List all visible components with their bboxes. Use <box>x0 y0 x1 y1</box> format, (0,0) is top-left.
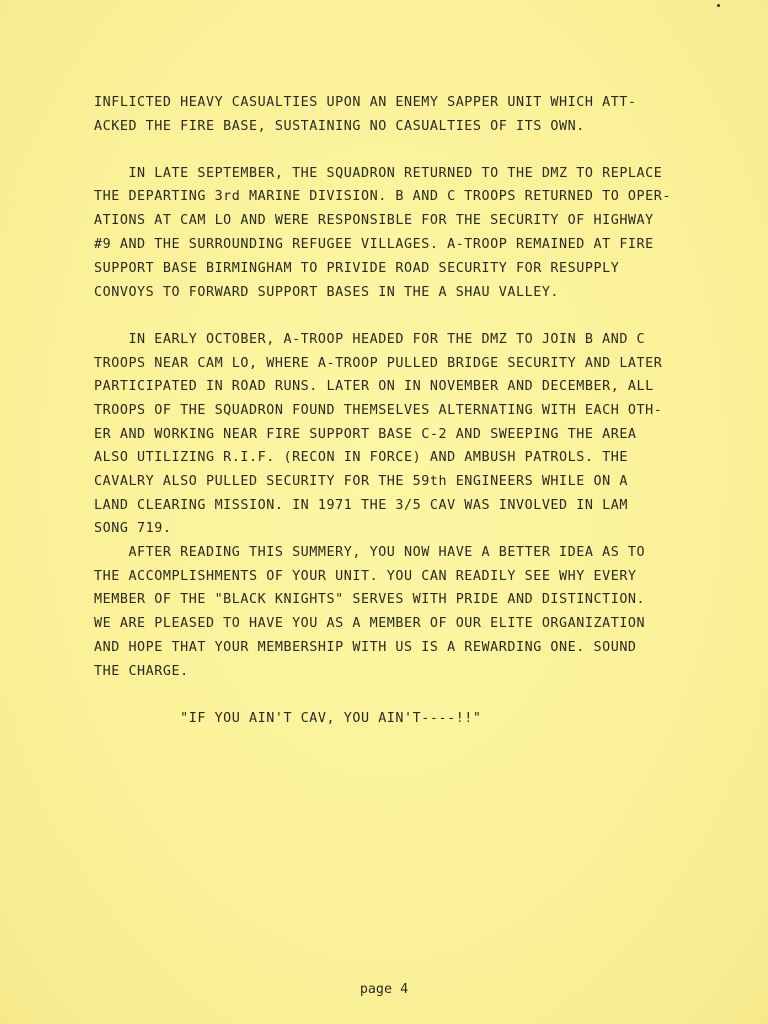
text-line: ALSO UTILIZING R.I.F. (RECON IN FORCE) AND AMBUSH PATROLS. THE <box>94 450 628 465</box>
text-line: ER AND WORKING NEAR FIRE SUPPORT BASE C-2 AND SWEEPING THE AREA <box>94 427 637 442</box>
text-line: CAVALRY ALSO PULLED SECURITY FOR THE 59th ENGINEERS WHILE ON A <box>94 474 628 489</box>
speck-mark <box>717 4 720 7</box>
text-line: TROOPS OF THE SQUADRON FOUND THEMSELVES ALTERNATING WITH EACH OTH- <box>94 403 663 418</box>
text-line: ATIONS AT CAM LO AND WERE RESPONSIBLE FOR THE SECURITY OF HIGHWAY <box>94 213 654 228</box>
text-line: IN LATE SEPTEMBER, THE SQUADRON RETURNED TO THE DMZ TO REPLACE <box>94 166 663 181</box>
text-line: SONG 719. <box>94 521 172 536</box>
text-line: LAND CLEARING MISSION. IN 1971 THE 3/5 CAV WAS INVOLVED IN LAM <box>94 498 628 513</box>
text-line: THE CHARGE. <box>94 664 189 679</box>
text-line: CONVOYS TO FORWARD SUPPORT BASES IN THE A SHAU VALLEY. <box>94 285 560 300</box>
text-line: AND HOPE THAT YOUR MEMBERSHIP WITH US IS A REWARDING ONE. SOUND <box>94 640 637 655</box>
text-line: THE ACCOMPLISHMENTS OF YOUR UNIT. YOU CAN READILY SEE WHY EVERY <box>94 569 637 584</box>
page-number: page 4 <box>359 982 409 997</box>
text-line: ACKED THE FIRE BASE, SUSTAINING NO CASUALTIES OF ITS OWN. <box>94 119 585 134</box>
text-line: IN EARLY OCTOBER, A-TROOP HEADED FOR THE DMZ TO JOIN B AND C <box>94 332 646 347</box>
text-line: AFTER READING THIS SUMMERY, YOU NOW HAVE A BETTER IDEA AS TO <box>94 545 646 560</box>
text-line: THE DEPARTING 3rd MARINE DIVISION. B AND C TROOPS RETURNED TO OPER- <box>94 189 671 204</box>
text-line: WE ARE PLEASED TO HAVE YOU AS A MEMBER OF OUR ELITE ORGANIZATION <box>94 616 646 631</box>
text-line: MEMBER OF THE "BLACK KNIGHTS" SERVES WITH PRIDE AND DISTINCTION. <box>94 592 646 607</box>
text-line: TROOPS NEAR CAM LO, WHERE A-TROOP PULLED BRIDGE SECURITY AND LATER <box>94 356 663 371</box>
text-line: PARTICIPATED IN ROAD RUNS. LATER ON IN NOVEMBER AND DECEMBER, ALL <box>94 379 654 394</box>
closing-quote: "IF YOU AIN'T CAV, YOU AIN'T----!!" <box>94 711 482 726</box>
text-line: #9 AND THE SURROUNDING REFUGEE VILLAGES. A-TROOP REMAINED AT FIRE <box>94 237 654 252</box>
text-line: SUPPORT BASE BIRMINGHAM TO PRIVIDE ROAD SECURITY FOR RESUPPLY <box>94 261 620 276</box>
text-line: INFLICTED HEAVY CASUALTIES UPON AN ENEMY SAPPER UNIT WHICH ATT- <box>94 95 637 110</box>
